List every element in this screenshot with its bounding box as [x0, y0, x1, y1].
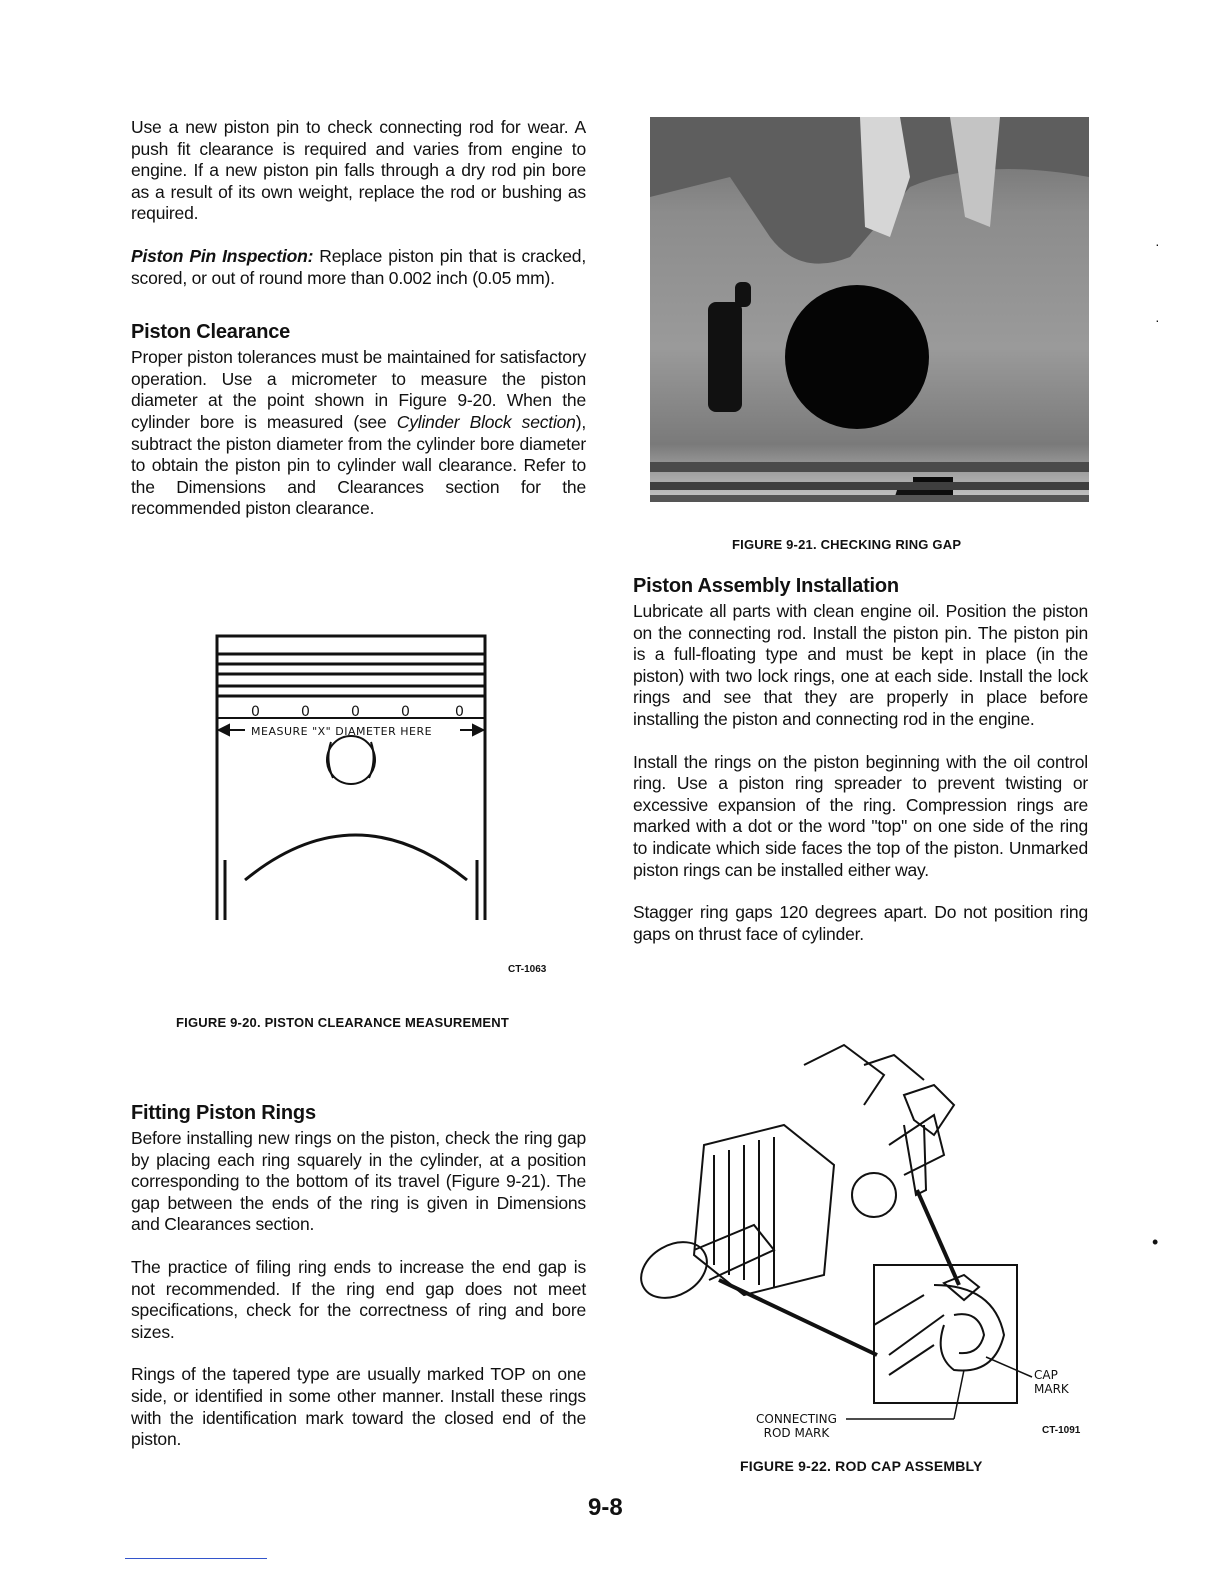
left-column-top [131, 117, 586, 520]
ring-gap-photo-art [650, 117, 1089, 502]
piston-diagram [205, 630, 505, 930]
ring-hole-4: 0 [401, 704, 410, 720]
paragraph-piston-clearance [131, 347, 586, 520]
clearance-text-italic: Cylinder Block section [396, 411, 576, 432]
ring-hole-3: 0 [351, 704, 360, 720]
right-column-text [633, 575, 1088, 945]
ring-hole-5: 0 [455, 704, 464, 720]
paragraph-stagger: Stagger ring gaps 120 degrees apart. Do not position ring gaps on thrust face of cylinder. [633, 902, 1088, 944]
rod-mark-line1: CONNECTING [756, 1412, 837, 1426]
rod-cap-diagram [634, 1025, 1044, 1445]
bottom-rule [125, 1558, 267, 1559]
cap-mark-line1: CAP [1034, 1368, 1058, 1382]
fig22-ct-code: CT-1091 [1042, 1425, 1081, 1436]
clearance-text-b: ), subtract the piston diameter from the cylinder bore diameter to obtain the piston pin to cylinder wall clearance. Refer to the Dimensions and Clearances section for the recommended piston clearance. [131, 411, 586, 519]
paragraph-filing: The practice of filing ring ends to increase the end gap is not recommended. If the ring end gap does not meet specifications, check for the correctness of ring and bore sizes. [131, 1256, 586, 1342]
ring-hole-2: 0 [301, 704, 310, 720]
paragraph-ring-gap: Before installing new rings on the piston, check the ring gap by placing each ring squarely in the cylinder, at a position corresponding to the bottom of its travel (Figure 9-21). The gap between the ends of the ring is given in Dimensions and Clearances section. [131, 1128, 586, 1235]
paragraph-tapered: Rings of the tapered type are usually marked TOP on one side, or identified in some other manner. Install these rings with the identification mark toward the closed end of the piston. [131, 1364, 586, 1450]
pin-inspection-body: Replace piston pin that is cracked, scored, or out of round more than 0.002 inch (0.05 mm). [131, 245, 586, 288]
page-number: 9-8 [588, 1494, 623, 1521]
fig21-caption: FIGURE 9-21. CHECKING RING GAP [732, 537, 962, 552]
fig20-ct-code: CT-1063 [508, 964, 547, 975]
paragraph-pin-inspection [131, 246, 586, 289]
clearance-text-a: Proper piston tolerances must be maintained for satisfactory operation. Use a micrometer to measure the piston diameter at the point shown in Figure 9-20. When the cylinder bore is measured (see [131, 347, 586, 432]
heading-assembly-installation: Piston Assembly Installation [633, 575, 899, 597]
heading-piston-clearance: Piston Clearance [131, 321, 291, 344]
fig20-caption: FIGURE 9-20. PISTON CLEARANCE MEASUREMENT [176, 1015, 509, 1030]
pin-inspection-lead: Piston Pin Inspection: [131, 245, 314, 266]
margin-mark: · [1155, 312, 1160, 328]
ring-hole-1: 0 [251, 704, 260, 720]
margin-mark: · [1155, 236, 1160, 252]
paragraph-rod-wear: Use a new piston pin to check connecting rod for wear. A push fit clearance is required and varies from engine to engine. If a new piston pin falls through a dry rod pin bore as a result of its own weight, replace the rod or bushing as required. [131, 117, 586, 224]
margin-mark: • [1152, 1232, 1159, 1252]
ring-gap-photo [650, 117, 1089, 502]
heading-fitting-rings: Fitting Piston Rings [131, 1102, 316, 1124]
cap-mark-line2: MARK [1034, 1382, 1069, 1396]
rod-mark-label [756, 1412, 837, 1440]
rod-mark-line2: ROD MARK [763, 1426, 830, 1440]
cap-mark-label [1034, 1368, 1069, 1396]
measure-label: MEASURE "X" DIAMETER HERE [251, 725, 433, 738]
paragraph-lubricate: Lubricate all parts with clean engine oil. Position the piston on the connecting rod. Install the piston pin. The piston pin is a full-floating type and must be kept in place (in the piston) with two lock rings, one at each side. Install the lock rings and see that they are properly in place before installing the piston and connecting rod in the engine. [633, 601, 1088, 729]
paragraph-install-rings: Install the rings on the piston beginning with the oil control ring. Use a piston ring spreader to prevent twisting or excessive expansion of the ring. Compression rings are marked with a dot or the word "top" on one side of the ring to indicate which side faces the top of the piston. Unmarked piston rings can be installed either way. [633, 751, 1088, 880]
fig22-caption: FIGURE 9-22. ROD CAP ASSEMBLY [740, 1458, 983, 1474]
left-column-bottom [131, 1102, 586, 1451]
